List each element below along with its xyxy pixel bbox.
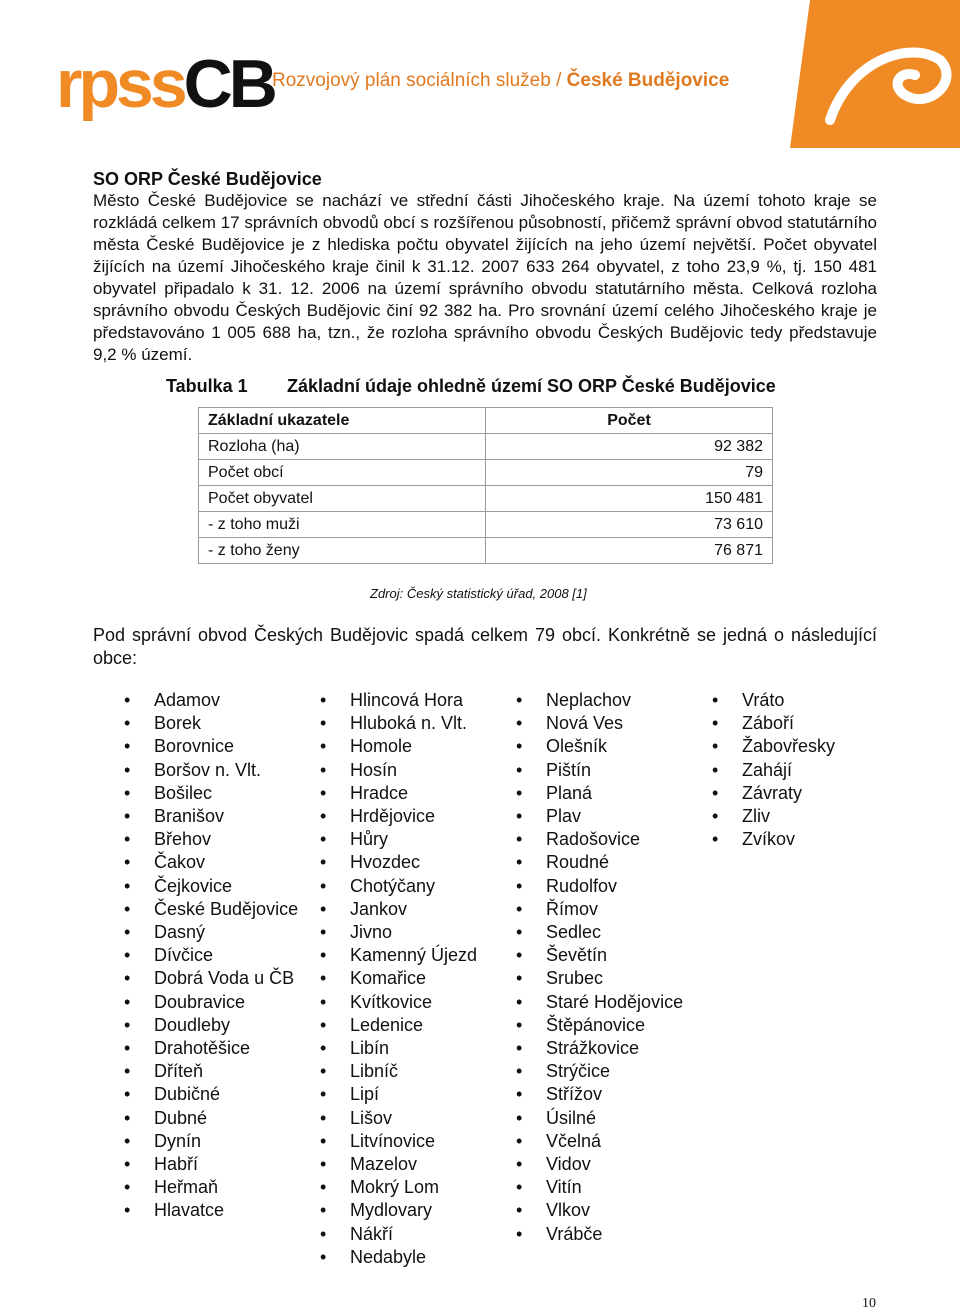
list-item: • Hrdějovice — [320, 805, 500, 828]
list-item: • Srubec — [516, 967, 696, 990]
list-item: • Radošovice — [516, 828, 696, 851]
corner-swirl-icon — [790, 0, 960, 148]
list-item: • Nákří — [320, 1223, 500, 1246]
list-item: • Nová Ves — [516, 712, 696, 735]
list-item: • Hluboká n. Vlt. — [320, 712, 500, 735]
list-item: • Pištín — [516, 759, 696, 782]
list-item: • Závraty — [712, 782, 892, 805]
list-item: • Hůry — [320, 828, 500, 851]
list-item: • Mydlovary — [320, 1199, 500, 1222]
list-item: • Strážkovice — [516, 1037, 696, 1060]
list-item: • Dubné — [124, 1107, 300, 1130]
list-item: • Komařice — [320, 967, 500, 990]
list-item: • Strýčice — [516, 1060, 696, 1083]
list-item: • Litvínovice — [320, 1130, 500, 1153]
list-item: • Kamenný Újezd — [320, 944, 500, 967]
table-row: Rozloha (ha) 92 382 — [199, 434, 773, 460]
list-item: • Dubičné — [124, 1083, 300, 1106]
header-tagline: Rozvojový plán sociálních služeb / České Budějovice — [272, 70, 730, 91]
list-item: • Dobrá Voda u ČB — [124, 967, 300, 990]
list-item: • Vidov — [516, 1153, 696, 1176]
list-item: • Plav — [516, 805, 696, 828]
list-item: • Břehov — [124, 828, 300, 851]
table-row: Počet obyvatel 150 481 — [199, 486, 773, 512]
list-item: • Adamov — [124, 689, 300, 712]
list-item: • Rudolfov — [516, 875, 696, 898]
list-item: • Jankov — [320, 898, 500, 921]
list-item: • Hradce — [320, 782, 500, 805]
list-item: • Lišov — [320, 1107, 500, 1130]
list-item: • Boršov n. Vlt. — [124, 759, 300, 782]
list-item: • Vrábče — [516, 1223, 696, 1246]
list-item: • Dříteň — [124, 1060, 300, 1083]
list-item: • Dasný — [124, 921, 300, 944]
list-item: • Štěpánovice — [516, 1014, 696, 1037]
list-item: • Úsilné — [516, 1107, 696, 1130]
list-item: • Drahotěšice — [124, 1037, 300, 1060]
table-caption: Tabulka 1 Základní údaje ohledně území SO ORP České Budějovice — [166, 376, 776, 396]
list-item: • Dívčice — [124, 944, 300, 967]
list-item: • Hlincová Hora — [320, 689, 500, 712]
list-item: • Žabovřesky — [712, 735, 892, 758]
list-item: • Římov — [516, 898, 696, 921]
page-number: 10 — [862, 1296, 876, 1311]
table-row: Počet obcí 79 — [199, 460, 773, 486]
intro-section — [93, 168, 877, 366]
list-item: • Borek — [124, 712, 300, 735]
table-header-row: Základní ukazatele Počet — [199, 408, 773, 434]
municipality-list-col4 — [712, 689, 892, 851]
page-header — [0, 0, 960, 150]
table-source: Zdroj: Český statistický úřad, 2008 [1] — [370, 586, 587, 601]
list-item: • Roudné — [516, 851, 696, 874]
list-item: • Doudleby — [124, 1014, 300, 1037]
list-item: • Včelná — [516, 1130, 696, 1153]
list-item: • Staré Hodějovice — [516, 991, 696, 1014]
list-item: • Vráto — [712, 689, 892, 712]
list-item: • Lipí — [320, 1083, 500, 1106]
list-item: • Heřmaň — [124, 1176, 300, 1199]
list-item: • Habří — [124, 1153, 300, 1176]
section-paragraph: Město České Budějovice se nachází ve střední části Jihočeského kraje. Na území tohoto kraje se rozkládá celkem 17 správních obvodů obcí s rozšířenou působností, přičemž správní obvod statutárního města České Budějovice je z hlediska počtu obyvatel žijících na jeho území největší. Počet obyvatel žijících na území Jihočeského kraje činil k 31.12. 2007 633 264 obyvatel, z toho 23,9 %, tj. 150 481 obyvatel připadalo k 31. 12. 2006 na území správního obvodu statutárního města. Celková rozloha správního obvodu Českých Budějovic činí 92 382 ha. Pro srovnání území celého Jihočeského kraje je představováno 1 005 688 ha, tzn., že rozloha správního obvodu Českých Budějovic tedy představuje 9,2 % území. — [93, 191, 877, 364]
list-item: • Neplachov — [516, 689, 696, 712]
list-item: • Ledenice — [320, 1014, 500, 1037]
list-item: • Záboří — [712, 712, 892, 735]
municipality-list-col1 — [124, 689, 300, 1223]
list-item: • Sedlec — [516, 921, 696, 944]
basic-data-table — [198, 407, 773, 564]
municipality-list-col2 — [320, 689, 500, 1269]
list-item: • Zahájí — [712, 759, 892, 782]
list-item: • Chotýčany — [320, 875, 500, 898]
list-item: • Střížov — [516, 1083, 696, 1106]
list-item: • Čejkovice — [124, 875, 300, 898]
list-item: • Libín — [320, 1037, 500, 1060]
list-item: • Mokrý Lom — [320, 1176, 500, 1199]
list-item: • Branišov — [124, 805, 300, 828]
rpsscb-logo: rpssCB — [56, 46, 274, 122]
list-item: • Homole — [320, 735, 500, 758]
list-item: • Vlkov — [516, 1199, 696, 1222]
list-item: • Hosín — [320, 759, 500, 782]
list-item: • Dynín — [124, 1130, 300, 1153]
table-row: - z toho ženy 76 871 — [199, 538, 773, 564]
list-item: • Hvozdec — [320, 851, 500, 874]
list-item: • Olešník — [516, 735, 696, 758]
list-item: • Nedabyle — [320, 1246, 500, 1269]
list-item: • České Budějovice — [124, 898, 300, 921]
municipalities-intro: Pod správní obvod Českých Budějovic spadá celkem 79 obcí. Konkrétně se jedná o následující obce: — [93, 625, 877, 668]
list-item: • Doubravice — [124, 991, 300, 1014]
municipality-list-col3 — [516, 689, 696, 1246]
list-item: • Borovnice — [124, 735, 300, 758]
list-item: • Bošilec — [124, 782, 300, 805]
list-item: • Planá — [516, 782, 696, 805]
section-title: SO ORP České Budějovice — [93, 169, 322, 189]
list-item: • Libníč — [320, 1060, 500, 1083]
list-item: • Zvíkov — [712, 828, 892, 851]
list-item: • Čakov — [124, 851, 300, 874]
list-item: • Mazelov — [320, 1153, 500, 1176]
table-row: - z toho muži 73 610 — [199, 512, 773, 538]
list-item: • Zliv — [712, 805, 892, 828]
list-item: • Jivno — [320, 921, 500, 944]
list-item: • Kvítkovice — [320, 991, 500, 1014]
list-item: • Vitín — [516, 1176, 696, 1199]
list-item: • Hlavatce — [124, 1199, 300, 1222]
list-item: • Ševětín — [516, 944, 696, 967]
